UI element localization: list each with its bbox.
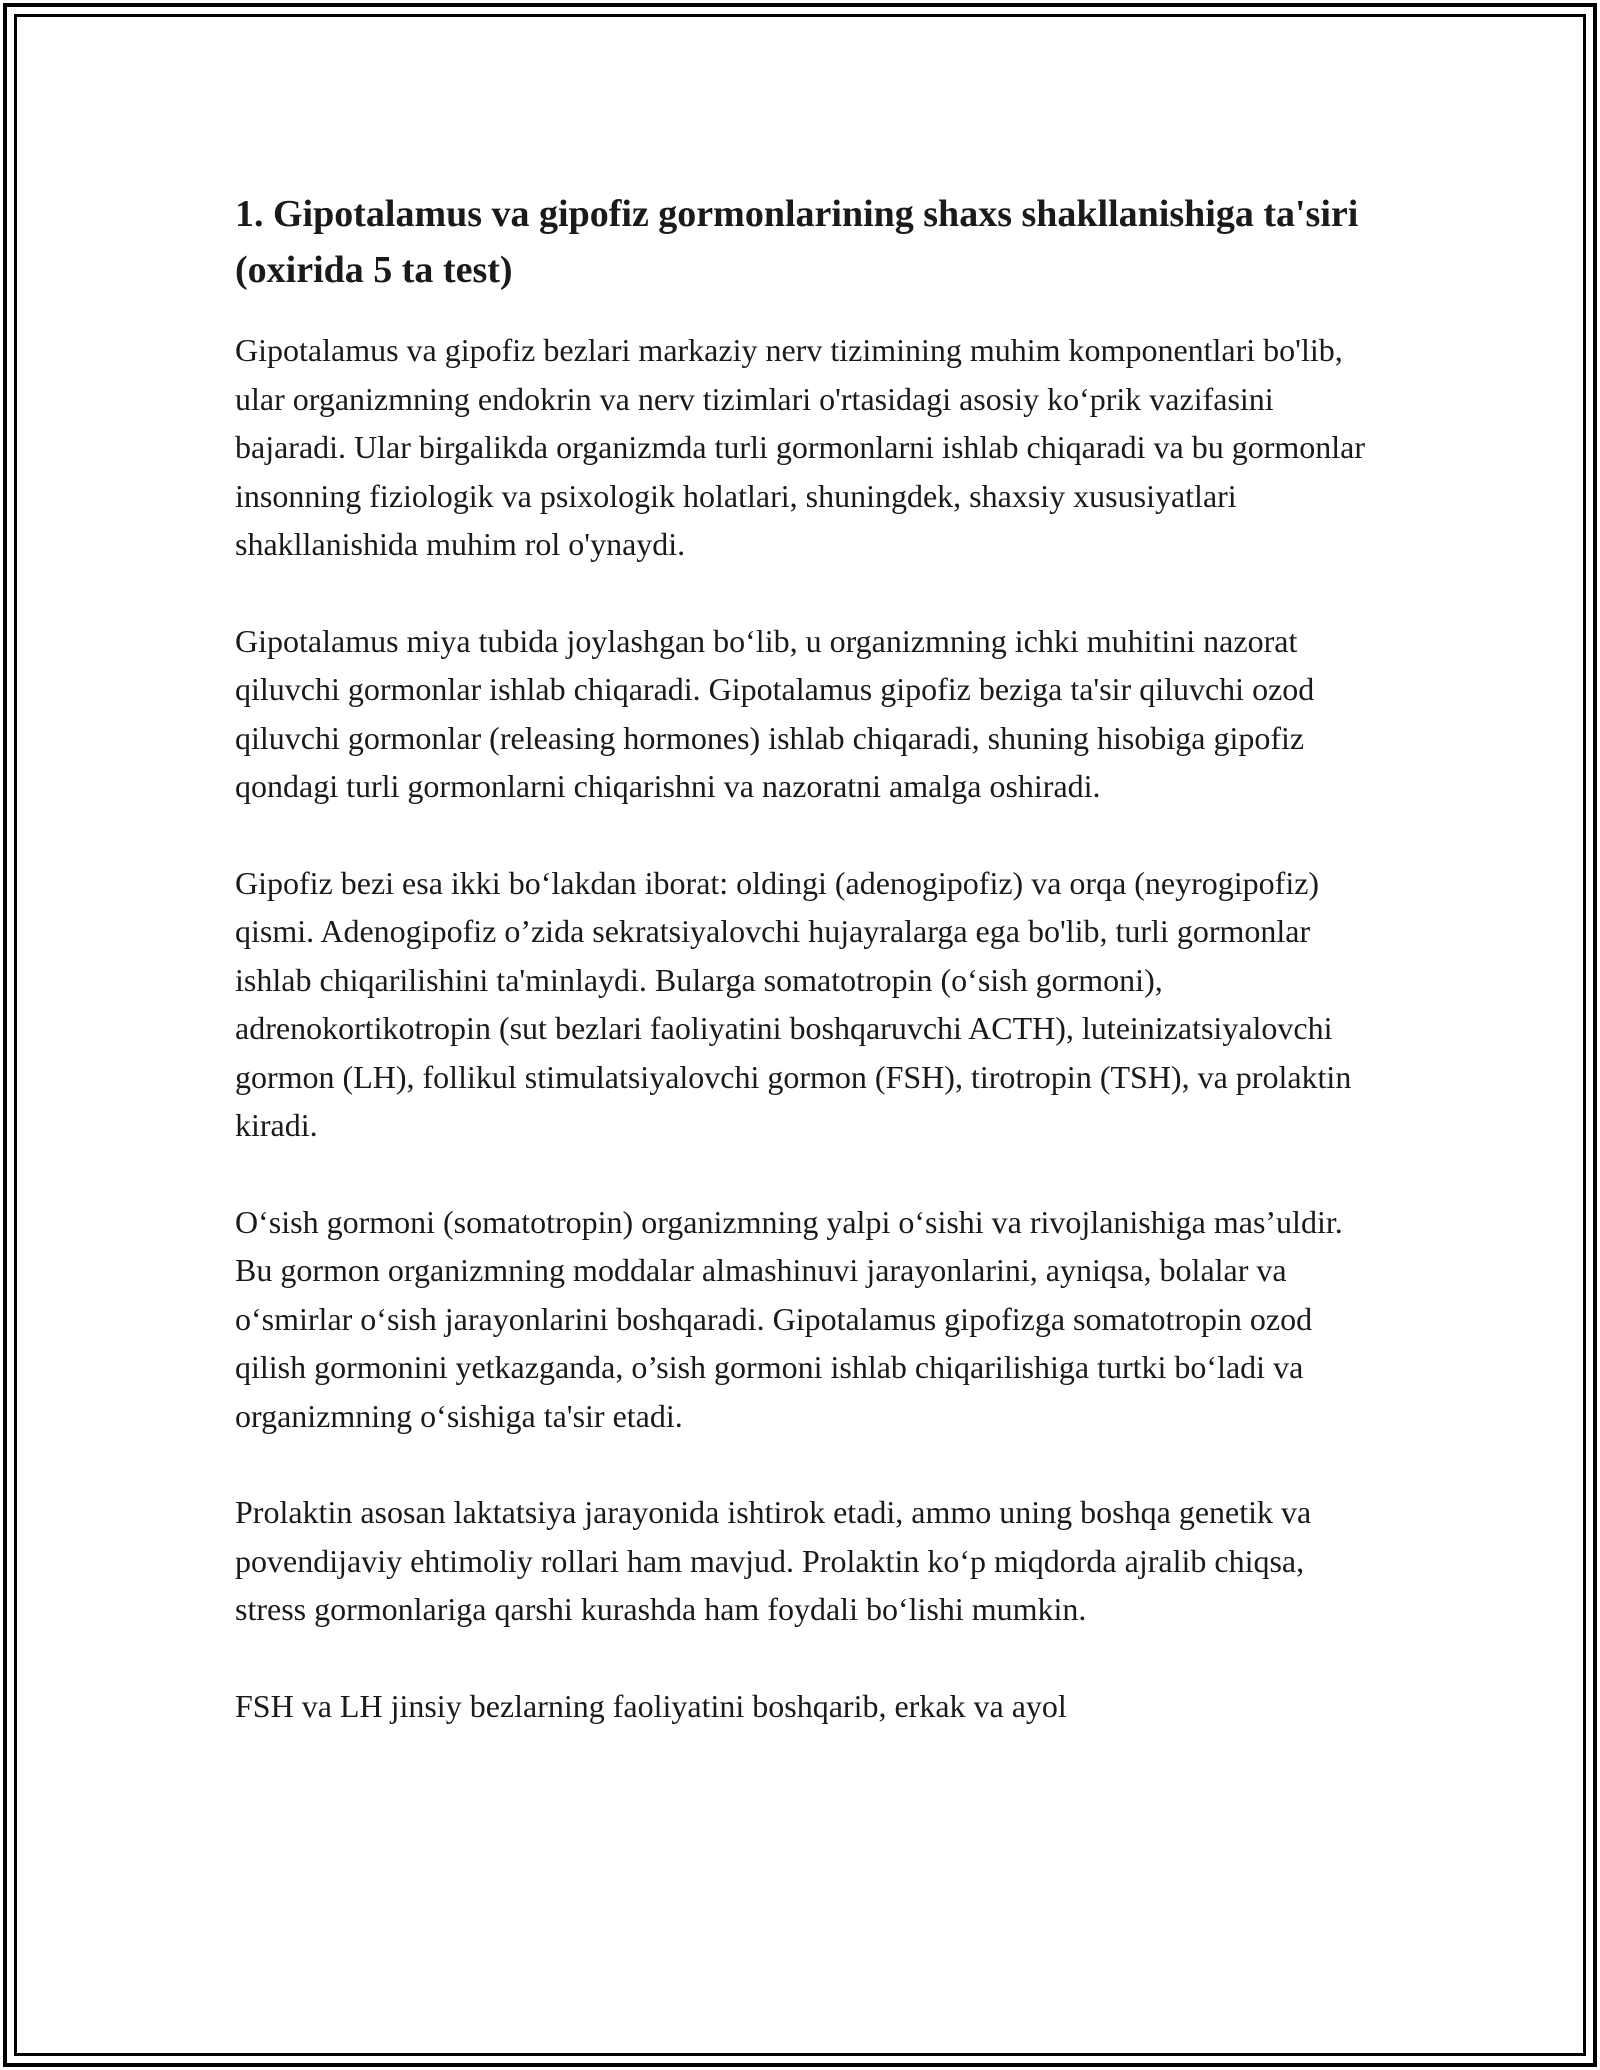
paragraph-growth-hormone: O‘sish gormoni (somatotropin) organizmning yalpi o‘sishi va rivojlanishiga mas’uldir. Bu gormon organizmning moddalar almashinuvi jarayonlarini, ayniqsa, bolalar va o‘smirlar o‘sish jarayonlarini boshqaradi. Gipotalamus gipofizga somatotropin ozod qilish gormonini yetkazganda, o’sish gormoni ishlab chiqarilishiga turtki bo‘ladi va organizmning o‘sishiga ta'sir etadi.	[235, 1203, 1343, 1434]
paragraph-hypothalamus: Gipotalamus miya tubida joylashgan bo‘lib, u organizmning ichki muhitini nazorat qiluvchi gormonlar ishlab chiqaradi. Gipotalamus gipofiz beziga ta'sir qiluvchi ozod qiluvchi gormonlar (releasing hormones) ishlab chiqaradi, shuning hisobiga gipofiz qondagi turli gormonlarni chiqarishni va nazoratni amalga oshiradi.	[235, 622, 1315, 804]
paragraph-prolactin: Prolaktin asosan laktatsiya jarayonida ishtirok etadi, ammo uning boshqa genetik va povendijaviy ehtimoliy rollari ham mavjud. Prolaktin ko‘p miqdorda ajralib chiqsa, stress gormonlariga qarshi kurashda ham foydali bo‘lishi mumkin.	[235, 1494, 1312, 1627]
paragraph-intro: Gipotalamus va gipofiz bezlari markaziy nerv tizimining muhim komponentlari bo'lib, ular organizmning endokrin va nerv tizimlari o'rtasidagi asosiy ko‘prik vazifasini bajaradi. Ular birgalikda organizmda turli gormonlarni ishlab chiqaradi va bu gormonlar insonning fiziologik va psixologik holatlari, shuningdek, shaxsiy xususiyatlari shakllanishida muhim rol o'ynaydi.	[235, 332, 1366, 562]
paragraph-pituitary: Gipofiz bezi esa ikki bo‘lakdan iborat: oldingi (adenogipofiz) va orqa (neyrogipofiz) qismi. Adenogipofiz o’zida sekratsiyalovchi hujayralarga ega bo'lib, turli gormonlar ishlab chiqarilishini ta'minlaydi. Bularga somatotropin (o‘sish gormoni), adrenokortikotropin (sut bezlari faoliyatini boshqaruvchi ACTH), luteinizatsiyalovchi gormon (LH), follikul stimulatsiyalovchi gormon (FSH), tirotropin (TSH), va prolaktin kiradi.	[235, 864, 1352, 1143]
paragraph-fsh-lh: FSH va LH jinsiy bezlarning faoliyatini boshqarib, erkak va ayol	[235, 1687, 1067, 1724]
document-body	[235, 186, 1370, 1778]
document-title: 1. Gipotalamus va gipofiz gormonlarining shaxs shakllanishiga ta'siri (oxirida 5 ta test)	[235, 193, 1359, 291]
